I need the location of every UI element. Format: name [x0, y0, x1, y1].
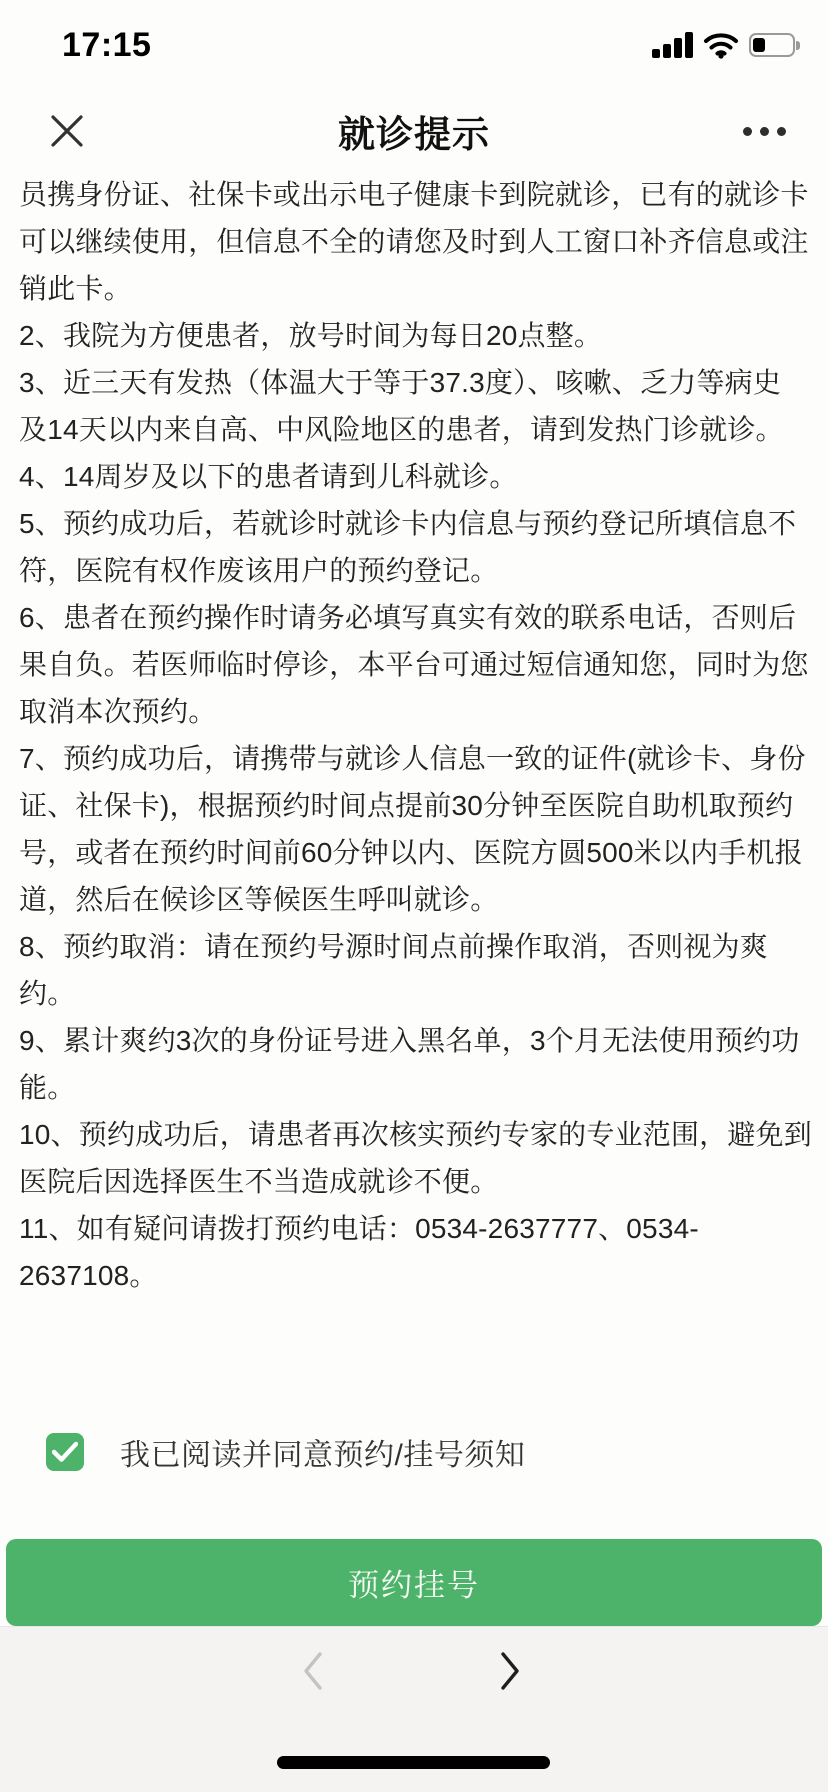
notice-line: 3、近三天有发热（体温大于等于37.3度）、咳嗽、乏力等病史	[19, 367, 782, 398]
notice-line: 道，然后在候诊区等候医生呼叫就诊。	[19, 884, 499, 915]
notice-line: 2637108。	[19, 1260, 158, 1291]
notice-line: 销此卡。	[19, 273, 132, 304]
more-menu-button[interactable]	[734, 108, 794, 154]
status-time: 17:15	[62, 25, 152, 64]
home-indicator[interactable]	[277, 1756, 550, 1769]
notice-line: 证、社保卡)，根据预约时间点提前30分钟至医院自助机取预约	[19, 790, 794, 821]
nav-back-button[interactable]	[289, 1645, 337, 1697]
status-bar	[0, 0, 828, 90]
notice-line: 符，医院有权作废该用户的预约登记。	[19, 555, 499, 586]
notice-line: 9、累计爽约3次的身份证号进入黑名单，3个月无法使用预约功	[19, 1025, 800, 1056]
notice-line: 取消本次预约。	[19, 696, 217, 727]
notice-line: 号，或者在预约时间前60分钟以内、医院方圆500米以内手机报	[19, 837, 803, 868]
checkmark-icon	[52, 1441, 78, 1463]
status-icons	[652, 32, 801, 59]
nav-header	[0, 90, 828, 172]
wifi-icon	[703, 32, 739, 59]
battery-icon	[749, 33, 801, 57]
notice-line: 4、14周岁及以下的患者请到儿科就诊。	[19, 461, 518, 492]
notice-line: 员携身份证、社保卡或出示电子健康卡到院就诊，已有的就诊卡	[19, 179, 809, 210]
notice-line: 6、患者在预约操作时请务必填写真实有效的联系电话，否则后	[19, 602, 797, 633]
cellular-signal-icon	[652, 32, 693, 58]
notice-line: 可以继续使用，但信息不全的请您及时到人工窗口补齐信息或注	[19, 226, 809, 257]
notice-text	[19, 171, 818, 1299]
chevron-left-icon	[302, 1651, 324, 1691]
footer-nav-bar	[0, 1626, 828, 1792]
agreement-row[interactable]	[46, 1428, 808, 1476]
notice-line: 10、预约成功后，请患者再次核实预约专家的专业范围，避免到	[19, 1119, 812, 1150]
notice-line: 约。	[19, 978, 76, 1009]
notice-line: 8、预约取消：请在预约号源时间点前操作取消，否则视为爽	[19, 931, 768, 962]
nav-forward-button[interactable]	[486, 1645, 534, 1697]
more-dots-icon	[743, 127, 752, 136]
notice-line: 医院后因选择医生不当造成就诊不便。	[19, 1166, 499, 1197]
notice-line: 7、预约成功后，请携带与就诊人信息一致的证件(就诊卡、身份	[19, 743, 806, 774]
page-title: 就诊提示	[338, 114, 490, 155]
notice-line: 5、预约成功后，若就诊时就诊卡内信息与预约登记所填信息不	[19, 508, 797, 539]
notice-line: 11、如有疑问请拨打预约电话：0534-2637777、0534-	[19, 1213, 699, 1244]
agreement-label[interactable]: 我已阅读并同意预约/挂号须知	[120, 1439, 526, 1472]
submit-button-label: 预约挂号	[348, 1568, 480, 1603]
notice-line: 果自负。若医师临时停诊，本平台可通过短信通知您，同时为您	[19, 649, 809, 680]
agreement-checkbox[interactable]	[46, 1433, 84, 1471]
notice-line: 及14天以内来自高、中风险地区的患者，请到发热门诊就诊。	[19, 414, 784, 445]
chevron-right-icon	[499, 1651, 521, 1691]
notice-line: 能。	[19, 1072, 76, 1103]
submit-appointment-button[interactable]	[6, 1539, 822, 1626]
notice-line: 2、我院为方便患者，放号时间为每日20点整。	[19, 320, 603, 351]
